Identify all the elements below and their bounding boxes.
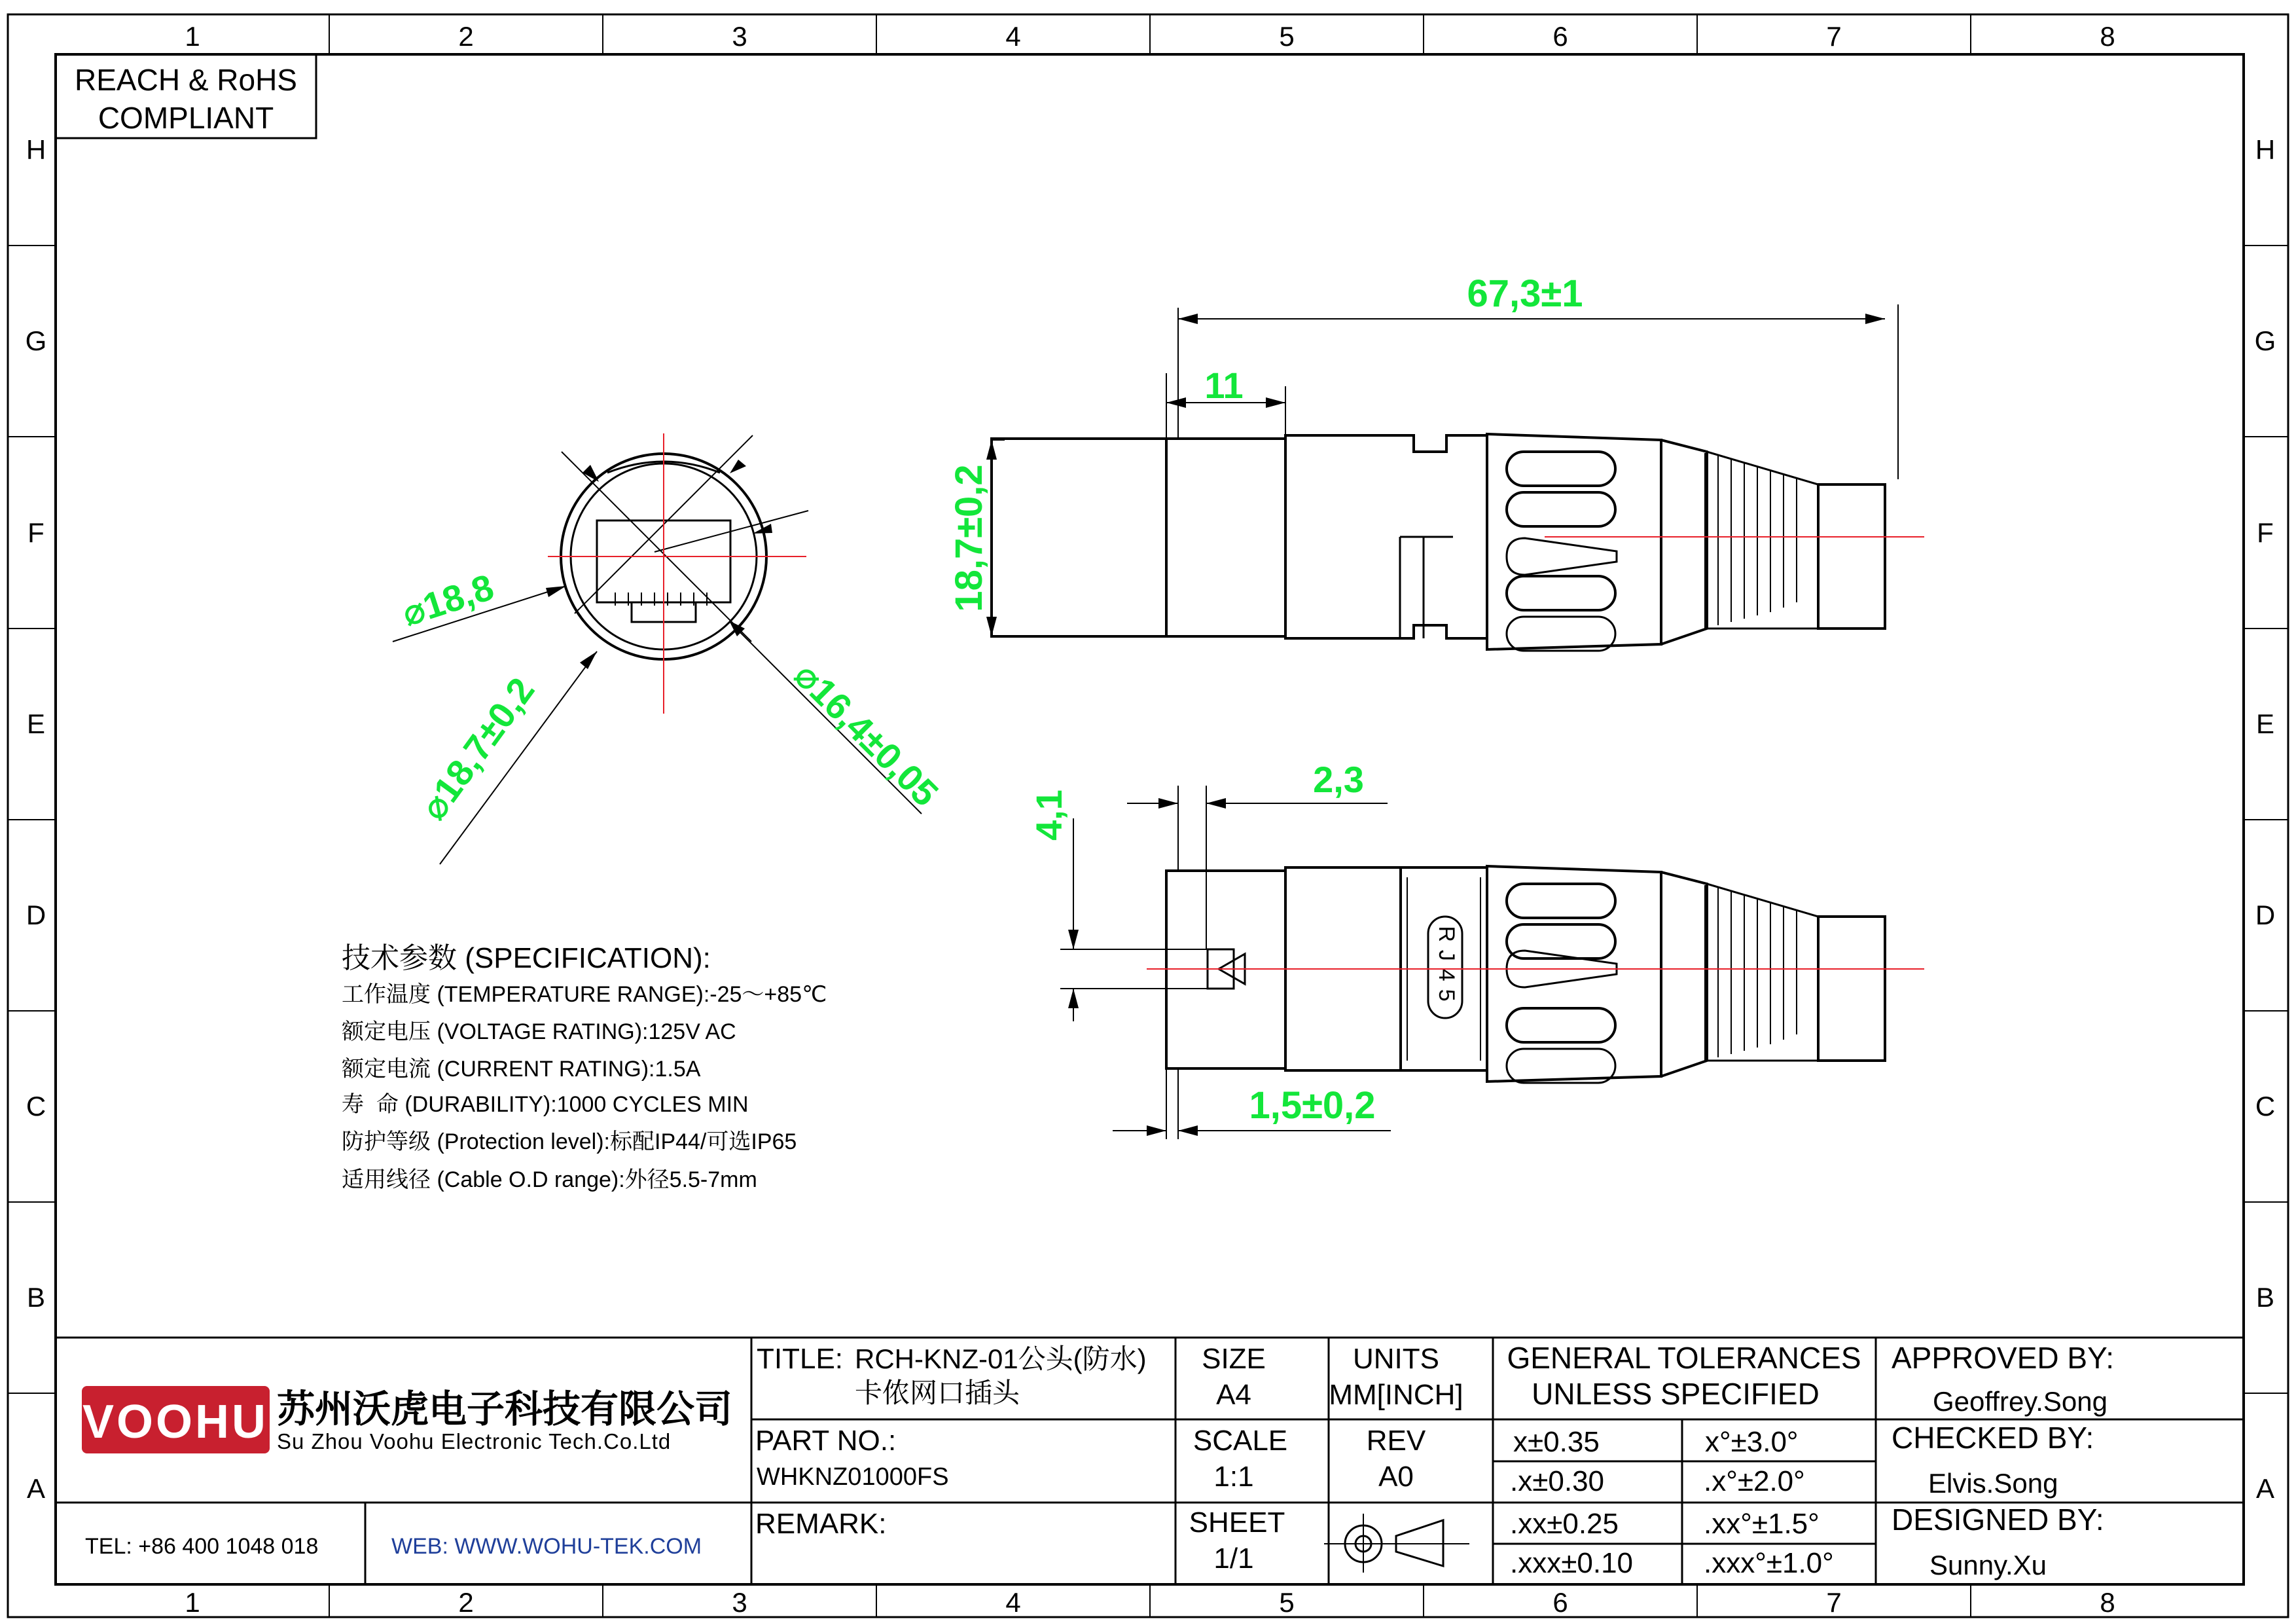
- part-no-value: WHKNZ01000FS: [757, 1463, 949, 1491]
- title-block-text: [755, 1341, 2114, 1580]
- col-label-bottom: 8: [2100, 1587, 2115, 1618]
- row-label-right: H: [2255, 134, 2276, 165]
- spec-line: 防护等级 (Protection level):标配IP44/可选IP65: [342, 1129, 797, 1154]
- drawing-frame: [8, 14, 2288, 1617]
- tolerance-angular: x°±3.0°: [1705, 1426, 1799, 1458]
- company-logo-text: VOOHU: [82, 1396, 269, 1448]
- col-label-bottom: 1: [185, 1587, 200, 1618]
- checked-label: CHECKED BY:: [1892, 1421, 2094, 1455]
- row-label-left: A: [26, 1473, 46, 1504]
- front-view: [393, 435, 922, 864]
- tolerance-title2: UNLESS SPECIFIED: [1532, 1377, 1820, 1411]
- col-label-top: 6: [1552, 21, 1568, 52]
- size-label: SIZE: [1202, 1343, 1266, 1375]
- company-web: WEB: WWW.WOHU-TEK.COM: [391, 1534, 702, 1559]
- part-no-label: PART NO.:: [755, 1425, 897, 1457]
- bottom-view: [1166, 866, 1885, 1083]
- tolerance-linear: .xxx±0.10: [1510, 1547, 1634, 1579]
- row-label-left: G: [25, 325, 47, 356]
- row-label-right: C: [2255, 1091, 2276, 1122]
- col-label-bottom: 3: [732, 1587, 747, 1618]
- row-label-right: F: [2257, 517, 2274, 548]
- row-label-left: F: [27, 517, 45, 548]
- dim-overall-length: 67,3±1: [1467, 272, 1583, 315]
- row-label-left: D: [26, 900, 46, 930]
- dim-latch-width: 2,3: [1313, 759, 1364, 800]
- checked-name: Elvis.Song: [1928, 1468, 2058, 1499]
- row-label-left: C: [26, 1091, 46, 1122]
- spec-line: 工作温度 (TEMPERATURE RANGE):-25～+85℃: [342, 982, 827, 1007]
- designed-label: DESIGNED BY:: [1892, 1503, 2104, 1537]
- compliance-box: [56, 54, 316, 138]
- company-tel: TEL: +86 400 1048 018: [85, 1534, 319, 1559]
- dim-latch-height: 4,1: [1028, 790, 1069, 841]
- approved-name: Geoffrey.Song: [1933, 1386, 2108, 1417]
- col-label-top: 3: [732, 21, 747, 52]
- rj45-marking: RJ45: [1434, 926, 1460, 1010]
- tolerance-linear: .x±0.30: [1510, 1465, 1605, 1497]
- row-label-right: G: [2254, 325, 2276, 356]
- dim-segment-11: 11: [1204, 365, 1244, 406]
- tolerance-linear: x±0.35: [1513, 1426, 1600, 1458]
- row-label-left: H: [26, 134, 46, 165]
- tolerance-title1: GENERAL TOLERANCES: [1507, 1341, 1861, 1375]
- company-name-en: Su Zhou Voohu Electronic Tech.Co.Ltd: [277, 1429, 672, 1453]
- col-label-bottom: 6: [1552, 1587, 1568, 1618]
- col-label-top: 8: [2100, 21, 2115, 52]
- specification-block: [342, 942, 827, 1192]
- col-label-bottom: 7: [1826, 1587, 1842, 1618]
- projection-symbol: [1324, 1514, 1469, 1573]
- sheet-label: SHEET: [1189, 1506, 1285, 1539]
- approved-label: APPROVED BY:: [1892, 1341, 2115, 1375]
- dim-diameter-inner: ⌀16,4±0,05: [786, 654, 946, 814]
- side-view: [992, 434, 1885, 651]
- row-label-right: D: [2255, 900, 2276, 930]
- company-name-cn: 苏州沃虎电子科技有限公司: [277, 1388, 733, 1431]
- col-label-top: 7: [1826, 21, 1842, 52]
- title-line1: RCH-KNZ-01公头(防水): [855, 1343, 1147, 1374]
- remark-label: REMARK:: [755, 1508, 887, 1540]
- size-value: A4: [1216, 1379, 1251, 1411]
- col-label-bottom: 5: [1279, 1587, 1295, 1618]
- dim-height-side: 18,7±0,2: [948, 464, 990, 612]
- col-label-top: 5: [1279, 21, 1295, 52]
- units-value: MM[INCH]: [1329, 1379, 1463, 1411]
- row-label-left: E: [26, 708, 46, 739]
- grid-labels: [26, 21, 2276, 1618]
- rev-label: REV: [1366, 1425, 1426, 1457]
- col-label-top: 2: [458, 21, 474, 52]
- tolerance-angular: .xx°±1.5°: [1704, 1508, 1820, 1540]
- row-label-right: A: [2255, 1473, 2275, 1504]
- compliance-line2: COMPLIANT: [98, 101, 274, 135]
- col-label-bottom: 2: [458, 1587, 474, 1618]
- dim-diameter-outer: ⌀18,8: [397, 566, 499, 634]
- tolerance-angular: .xxx°±1.0°: [1704, 1547, 1834, 1579]
- compliance-line1: REACH & RoHS: [75, 63, 297, 97]
- title-label: TITLE:: [757, 1343, 844, 1375]
- scale-label: SCALE: [1193, 1425, 1288, 1457]
- rev-value: A0: [1378, 1461, 1414, 1493]
- spec-heading: 技术参数 (SPECIFICATION):: [342, 942, 711, 974]
- title-line2: 卡侬网口插头: [855, 1377, 1020, 1408]
- dim-latch-gap: 1,5±0,2: [1249, 1084, 1376, 1127]
- row-label-right: B: [2255, 1282, 2275, 1313]
- sheet-value: 1/1: [1213, 1542, 1254, 1575]
- spec-line: 额定电压 (VOLTAGE RATING):125V AC: [342, 1019, 736, 1044]
- spec-line: 寿 命 (DURABILITY):1000 CYCLES MIN: [342, 1092, 749, 1117]
- col-label-top: 1: [185, 21, 200, 52]
- tolerance-linear: .xx±0.25: [1510, 1508, 1619, 1540]
- units-label: UNITS: [1353, 1343, 1439, 1375]
- dim-diameter-body: ⌀18,7±0,2: [412, 670, 543, 828]
- col-label-top: 4: [1005, 21, 1021, 52]
- col-label-bottom: 4: [1005, 1587, 1021, 1618]
- row-label-right: E: [2255, 708, 2275, 739]
- spec-line: 额定电流 (CURRENT RATING):1.5A: [342, 1057, 701, 1082]
- tolerance-angular: .x°±2.0°: [1704, 1465, 1805, 1497]
- side-view-dimensions: [986, 304, 1898, 636]
- spec-line: 适用线径 (Cable O.D range):外径5.5-7mm: [342, 1167, 757, 1192]
- row-label-left: B: [26, 1282, 46, 1313]
- company-block: [82, 1386, 732, 1559]
- front-view-centerlines: [548, 433, 806, 714]
- scale-value: 1:1: [1213, 1461, 1254, 1493]
- designed-name: Sunny.Xu: [1929, 1550, 2047, 1580]
